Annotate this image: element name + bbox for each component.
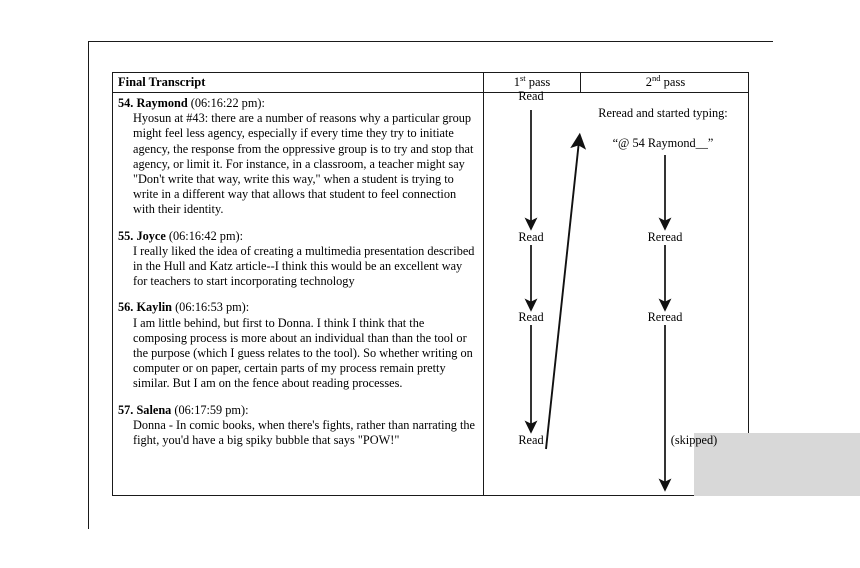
transcript-column <box>113 93 484 495</box>
transcript-table <box>112 72 749 496</box>
turn-heading <box>118 96 477 111</box>
second-pass-number: 2 <box>645 75 653 89</box>
turn-text: I really liked the idea of creating a multimedia presentation described in the Hull and Katz article--I think this would be an excellent way for teachers to start incorporating technology <box>133 243 475 289</box>
turn-speaker-name: Salena <box>136 402 172 417</box>
turn-timestamp: (06:17:59 pm): <box>174 402 249 417</box>
pass2-reread-typing-label: Reread and started typing: <box>598 106 728 120</box>
transcript-turn <box>118 300 477 391</box>
first-pass-ordinal-suffix: st <box>519 72 526 83</box>
turn-number: 55. <box>118 228 134 243</box>
column-header-final-transcript: Final Transcript <box>113 73 484 93</box>
turn-heading <box>118 229 477 244</box>
pass2-skipped-label: (skipped) <box>670 433 718 447</box>
transcript-turn <box>118 403 477 449</box>
skipped-highlight-block <box>694 433 860 496</box>
first-pass-word: pass <box>525 75 551 89</box>
turn-speaker-name: Kaylin <box>136 300 172 315</box>
table-body <box>113 93 748 495</box>
first-pass-column <box>484 93 581 495</box>
transcript-turn <box>118 229 477 290</box>
second-pass-ordinal-suffix: nd <box>652 72 661 83</box>
turn-text: Hyosun at #43: there are a number of reasons why a particular group might feel less agency, especially if every time they try to initiate agency, the response from the oppressive group is to try and stop that agency, or limit it. For instance, in a classroom, a teacher might say "Don't write that way, write this way," when a student is trying to write in a different way that allows that student to feel connection with their identity. <box>133 111 474 217</box>
pass1-read-label-4: Read <box>518 433 544 447</box>
pass2-reread-label-2: Reread <box>647 310 683 324</box>
turn-timestamp: (06:16:22 pm): <box>190 96 265 110</box>
table-header-row <box>113 73 748 93</box>
column-header-second-pass <box>581 73 750 93</box>
first-pass-number: 1 <box>513 75 520 89</box>
turn-timestamp: (06:16:53 pm): <box>175 300 250 315</box>
turn-heading <box>118 403 477 418</box>
turn-text: Donna - In comic books, when there's fights, rather than narrating the fight, you'd have a big spiky bubble that says "POW!" <box>133 417 475 448</box>
pass2-reread-label-1: Reread <box>647 230 683 244</box>
transcript-turn <box>118 96 477 218</box>
turn-speaker-name: Raymond <box>136 96 188 110</box>
second-pass-word: pass <box>660 75 686 89</box>
column-header-first-pass <box>484 73 581 93</box>
turn-timestamp: (06:16:42 pm): <box>168 228 244 243</box>
turn-number: 54. <box>118 96 134 110</box>
turn-heading <box>118 300 477 315</box>
pass1-read-label-2: Read <box>518 230 544 244</box>
turn-number: 57. <box>118 402 134 417</box>
second-pass-column <box>581 93 750 495</box>
pass2-typed-text-label: “@ 54 Raymond__” <box>612 136 714 150</box>
turn-text: I am little behind, but first to Donna. I think I think that the composing process is more about an individual than than the tool or the purpose (which I guess relates to the tool). So whether writing on computer or on paper, certain parts of my process remain pretty similar. But I am on the fence about reading processes. <box>133 315 473 391</box>
pass1-read-label-1: Read <box>518 89 544 103</box>
pass1-read-label-3: Read <box>518 310 544 324</box>
turn-speaker-name: Joyce <box>136 228 166 243</box>
turn-number: 56. <box>118 300 134 315</box>
